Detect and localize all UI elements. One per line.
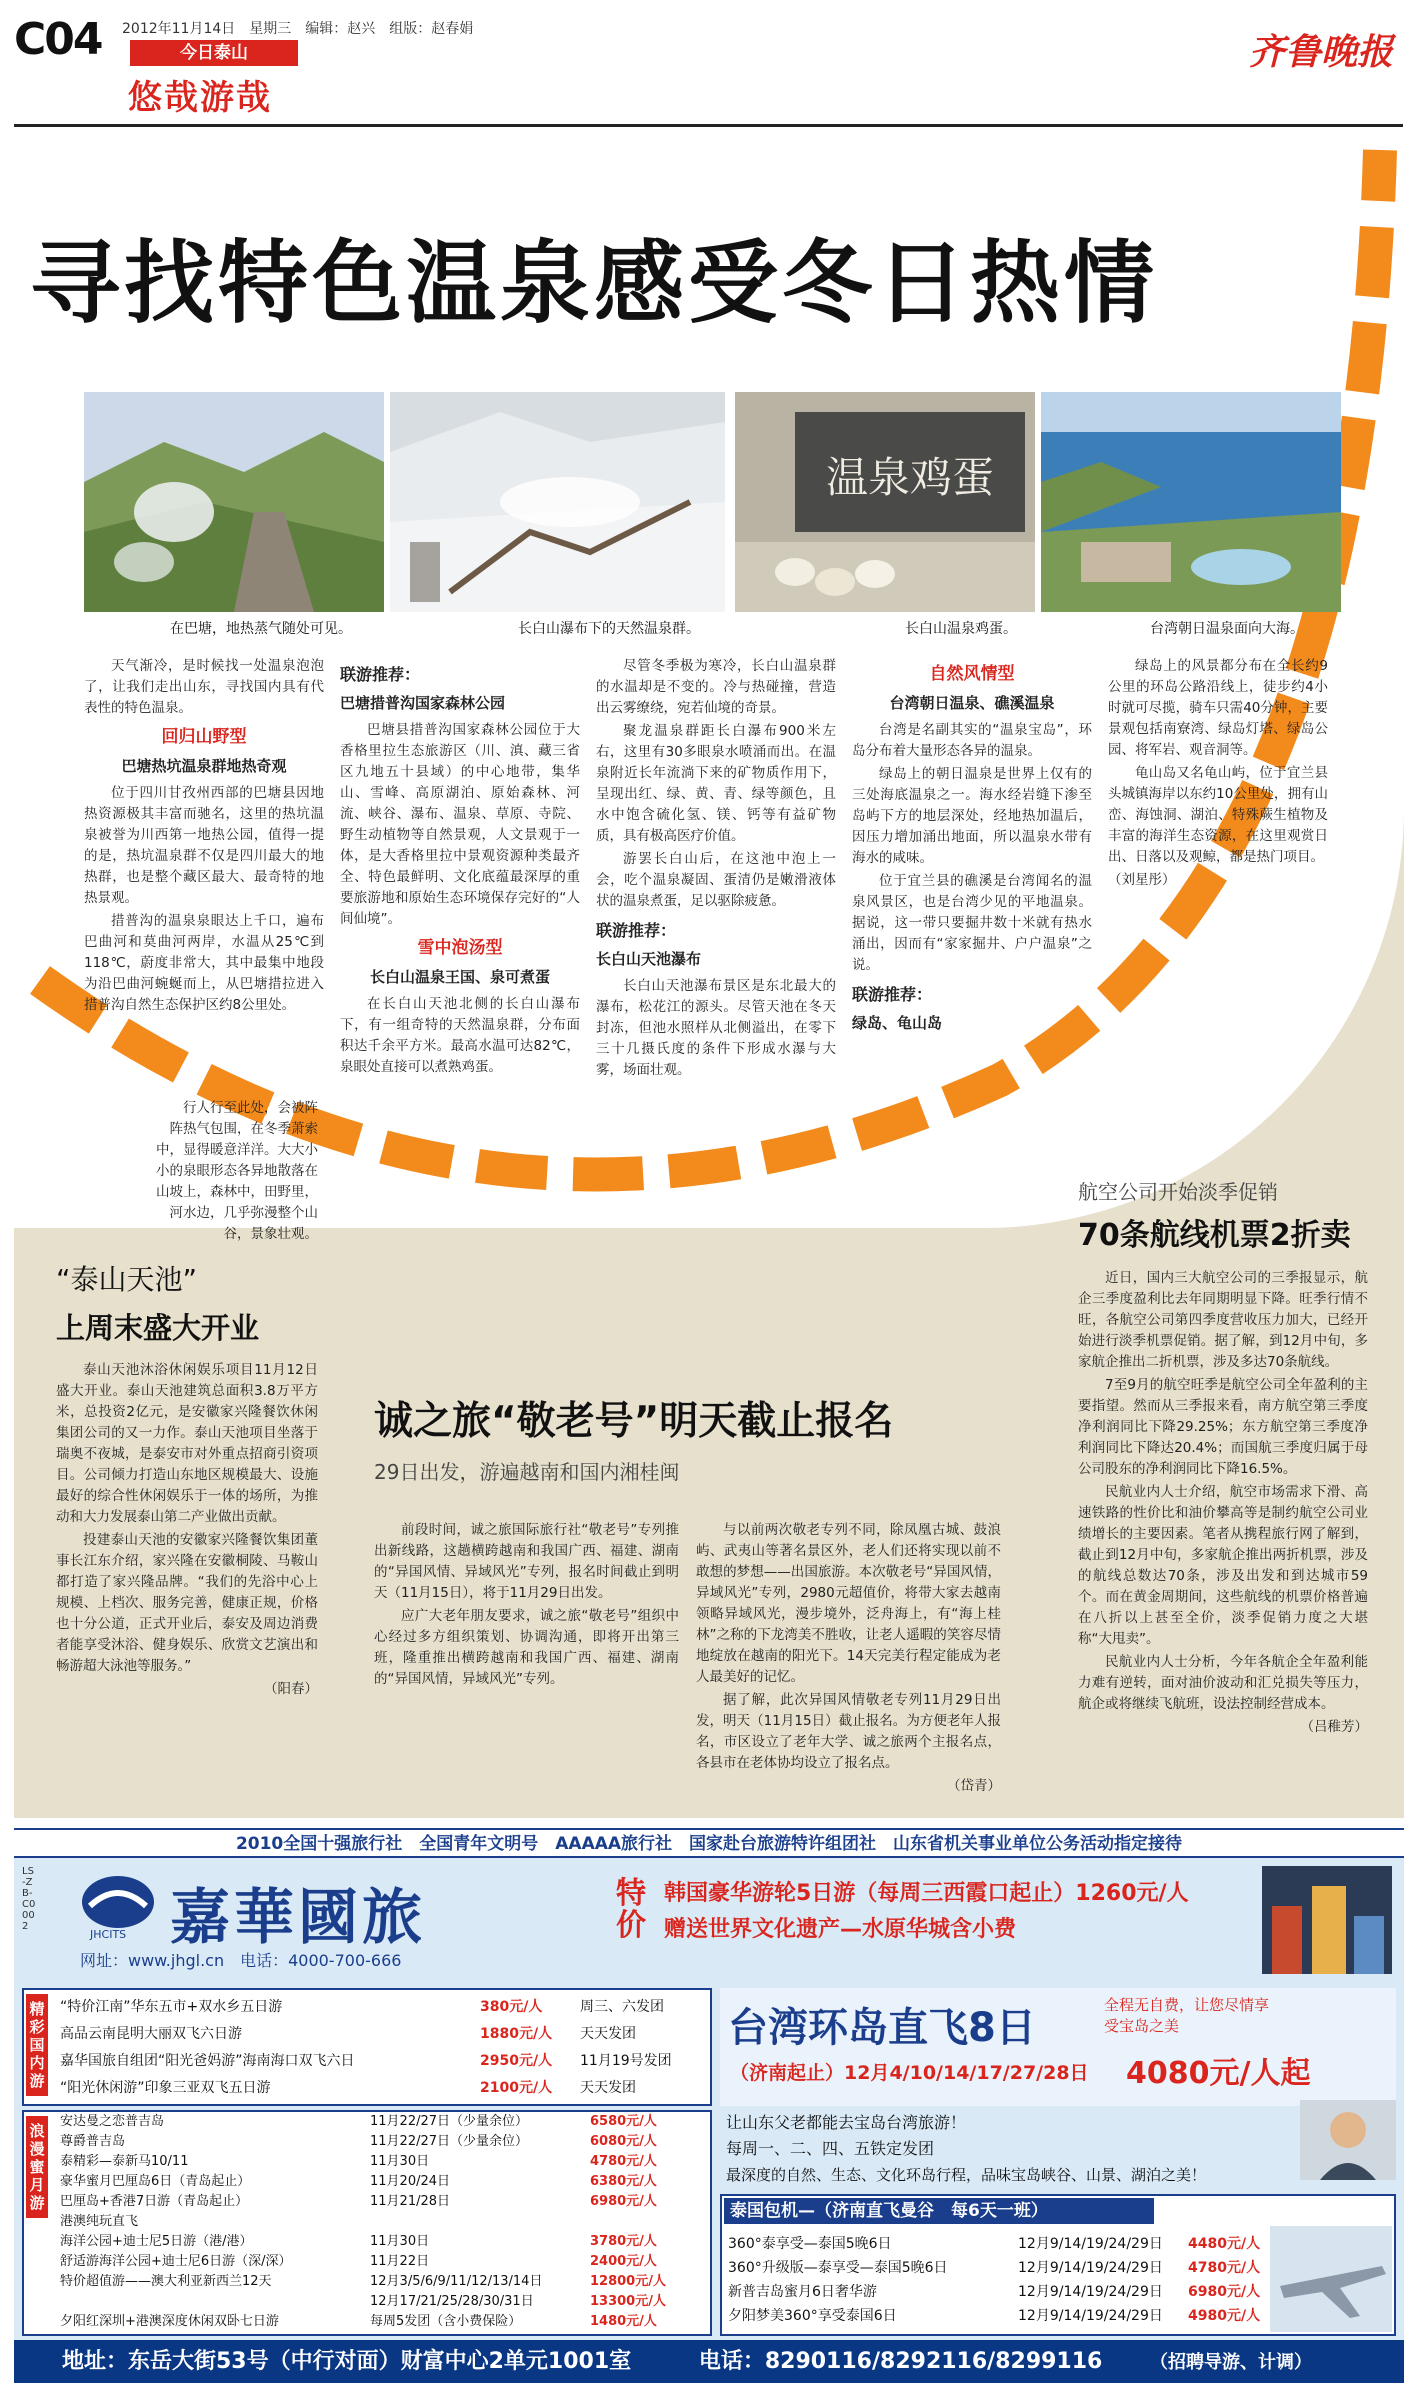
tour-name: 360°泰享受—泰国5晚6日 xyxy=(728,2236,892,2252)
tour-price: 6380元/人 xyxy=(590,2174,657,2189)
section-title: 回归山野型 xyxy=(161,727,247,747)
tour-row xyxy=(60,2272,700,2292)
abroad-tour-list xyxy=(60,2112,700,2332)
ad-logo-en: JHCITS xyxy=(90,1928,127,1941)
tour-name: 泰精彩—泰新马10/11 xyxy=(60,2154,189,2169)
tour-date: 11月30日 xyxy=(370,2234,430,2249)
rec-label: 联游推荐： xyxy=(596,921,677,940)
section-subtitle: 长白山温泉王国、泉可煮蛋 xyxy=(369,968,550,986)
tour-name: 安达曼之恋普吉岛 xyxy=(60,2114,165,2129)
thai-title: 泰国包机—（济南直飞曼谷 每6天一班） xyxy=(724,2198,1154,2224)
taiwan-features xyxy=(726,2110,1286,2188)
paragraph: 据了解，此次异国风情敬老专列11月29日出发，明天（11月15日）截止报名。为方便老年人报名，市区设立了老年大学、诚之旅两个主报名点，各县市在老体协均设立了报名点。 xyxy=(696,1692,1001,1771)
tour-name: 港澳纯玩直飞 xyxy=(60,2214,139,2229)
ad-phone: 电话：8290116/8292116/8299116 xyxy=(698,2349,1103,2374)
tour-price: 12800元/人 xyxy=(590,2274,666,2289)
photo-hot-spring-eggs xyxy=(735,392,1035,612)
byline: （刘星彤） xyxy=(1108,872,1176,888)
tour-name: 360°升级版—泰享受—泰国5晚6日 xyxy=(728,2260,948,2276)
rec-title: 巴塘措普沟国家森林公园 xyxy=(340,694,506,712)
rec-title: 绿岛、龟山岛 xyxy=(852,1014,943,1032)
tour-price: 6580元/人 xyxy=(590,2114,657,2129)
tour-row xyxy=(60,2292,700,2312)
tour-name: “特价江南”华东五市+双水乡五日游 xyxy=(60,1999,283,2015)
landmark-image xyxy=(1262,1866,1392,1974)
tour-price: 2400元/人 xyxy=(590,2254,657,2269)
chengzhilv-title: 诚之旅“敬老号”明天截止报名 xyxy=(374,1399,894,1444)
tour-name: “阳光休闲游”印象三亚双飞五日游 xyxy=(60,2080,271,2096)
tour-row xyxy=(728,2280,1268,2304)
chengzhilv-subtitle: 29日出发，游遍越南和国内湘桂闽 xyxy=(374,1460,680,1484)
paragraph: 7至9月的航空旺季是航空公司全年盈利的主要指望。然而从三季报来看，南方航空第三季度净利润同比下降29.25%；东方航空第三季度净利润同比下降达20.4%；而国航三季度归属于母公司股东的净利润同比下降16.5%。 xyxy=(1078,1377,1368,1477)
tour-row xyxy=(60,2192,700,2212)
tour-price xyxy=(590,2212,690,2232)
rec-label: 联游推荐： xyxy=(340,665,421,684)
tour-date: 12月9/14/19/24/29日 xyxy=(1018,2260,1163,2276)
tour-date: 天天发团 xyxy=(580,2080,636,2096)
paragraph: 位于宜兰县的礁溪是台湾闻名的温泉风景区，也是台湾少见的平地温泉。据说，这一带只要掘井数十米就有热水涌出，因而有“家家掘井、户户温泉”之说。 xyxy=(852,873,1092,973)
photo-caption: 台湾朝日温泉面向大海。 xyxy=(1150,621,1304,637)
tour-date: 11月21/28日 xyxy=(370,2194,451,2209)
paragraph: 泰山天池沐浴休闲娱乐项目11月12日盛大开业。泰山天池建筑总面积3.8万平方米，总投资2亿元，是安徽家兴隆餐饮休闲集团公司的又一力作。泰山天池项目坐落于瑞奥不夜城，是泰安市对外重点招商引资项目。公司倾力打造山东地区规模最大、设施最好的综合性休闲娱乐于一体的场所，为推动和大力发展泰山第二产业做出贡献。 xyxy=(56,1362,318,1525)
taiwan-departures: （济南起止）12月4/10/14/17/27/28日 xyxy=(730,2062,1089,2084)
paragraph: 游罢长白山后，在这池中泡上一会，吃个温泉凝固、蛋清仍是嫩滑液体状的温泉煮蛋，足以驱除疲惫。 xyxy=(596,851,836,909)
taiwan-line: 每周一、二、四、五铁定发团 xyxy=(726,2139,935,2158)
section-title: 自然风情型 xyxy=(929,664,1015,684)
tour-price: 6980元/人 xyxy=(590,2194,657,2209)
tour-name: 巴厘岛+香港7日游（青岛起止） xyxy=(60,2194,249,2209)
tour-row xyxy=(60,2152,700,2172)
tour-name: 夕阳红深圳+港澳深度休闲双卧七日游 xyxy=(60,2314,279,2329)
tour-date: 12月9/14/19/24/29日 xyxy=(1018,2284,1163,2300)
taishan-body xyxy=(56,1360,318,1700)
tour-price: 2950元/人 xyxy=(480,2053,553,2069)
paragraph: 措普沟的温泉泉眼达上千口，遍布巴曲河和莫曲河两岸，水温从25℃到118℃，蔚度非常大，其中最集中地段为沿巴曲河蜿蜒而上，从巴塘措拉进入措普沟自然生态保护区约8公里处。 xyxy=(84,913,324,1013)
photo-changbai-springs xyxy=(390,392,725,612)
tour-price: 4980元/人 xyxy=(1188,2308,1261,2324)
airline-body xyxy=(1078,1268,1368,1738)
rec-title: 长白山天池瀑布 xyxy=(596,950,702,968)
photo-caption: 长白山温泉鸡蛋。 xyxy=(905,621,1017,637)
tour-date: 12月3/5/6/9/11/12/13/14日 xyxy=(370,2274,543,2289)
tour-date: 12月9/14/19/24/29日 xyxy=(1018,2308,1163,2324)
paragraph: 聚龙温泉群距长白瀑布900米左右，这里有30多眼泉水喷涌而出。在温泉附近长年流淌下来的矿物质作用下，呈现出红、绿、黄、青、绿等颜色，且水中饱含硫化氢、镁、钙等有益矿物质，具有极高医疗价值。 xyxy=(596,723,836,844)
tour-name: 尊爵普吉岛 xyxy=(60,2134,126,2149)
byline: （阳春） xyxy=(264,1681,318,1697)
dateline: 2012年11月14日 星期三 编辑：赵兴 组版：赵春娟 xyxy=(122,21,474,37)
paragraph: 前段时间，诚之旅国际旅行社“敬老号”专列推出新线路，这趟横跨越南和我国广西、福建、湖南的“异国风情、异域风光”专列，报名时间截止到明天（11月15日），将于11月29日出发。 xyxy=(374,1522,679,1601)
tour-date xyxy=(370,2212,590,2232)
tour-name: 新普吉岛蜜月6日奢华游 xyxy=(728,2284,877,2300)
tour-name: 舒适游海洋公园+迪士尼6日游（深/深） xyxy=(60,2254,292,2269)
tour-price: 380元/人 xyxy=(480,1999,543,2015)
paragraph: 应广大老年朋友要求，诚之旅“敬老号”组织中心经过多方组织策划、协调沟通，即将开出第三班，隆重推出横跨越南和我国广西、福建、湖南的“异国风情，异域风光”专列。 xyxy=(374,1608,679,1687)
taiwan-line: 让山东父老都能去宝岛台湾旅游！ xyxy=(726,2113,967,2132)
byline: （吕稚芳） xyxy=(1300,1719,1368,1735)
rec-label: 联游推荐： xyxy=(852,985,933,1004)
taiwan-title: 台湾环岛直飞8日 xyxy=(728,2005,1036,2051)
tour-price: 1880元/人 xyxy=(480,2026,553,2042)
tour-name: 特价超值游——澳大利亚新西兰12天 xyxy=(60,2274,272,2289)
traveler-photo xyxy=(1300,2100,1396,2180)
tour-price: 6980元/人 xyxy=(1188,2284,1261,2300)
ad-address-bar xyxy=(14,2340,1404,2383)
tour-name: 夕阳梦美360°享受泰国6日 xyxy=(728,2308,897,2324)
special-label: 特价 xyxy=(616,1876,646,1943)
section-badge: 今日泰山 xyxy=(130,40,298,66)
tour-price: 4780元/人 xyxy=(590,2154,657,2169)
taishan-title-2: 上周末盛大开业 xyxy=(56,1311,260,1345)
domestic-label: 精彩国内游 xyxy=(26,1994,48,2096)
paragraph: 与以前两次敬老专列不同，除凤凰古城、鼓浪屿、武夷山等著名景区外，老人们还将实现以前不敢想的梦想——出国旅游。本次敬老号“异国风情，异域风光”专列，2980元超值价，将带大家去越南领略异域风光，漫步境外，泛舟海上，有“海上桂林”之称的下龙湾美不胜收，让老人遥暇的笑容尽情地绽放在越南的阳光下。14天完美行程定能成为老人最美好的记忆。 xyxy=(696,1522,1001,1685)
tour-date: 11月19号发团 xyxy=(580,2053,672,2069)
tour-date: 11月22/27日（少量余位） xyxy=(370,2114,529,2129)
taishan-title-1: “泰山天池” xyxy=(56,1263,198,1296)
page-code: C04 xyxy=(14,14,102,65)
article-column-2 xyxy=(340,656,580,1080)
paragraph: 民航业内人士介绍，航空市场需求下滑、高速铁路的性价比和油价攀高等是制约航空公司业绩增长的主要因素。笔者从携程旅行网了解到，截止到12月中旬，多家航企推出两折机票，涉及的航线总数达70条，涉及出发和到达城市59个。而在黄金周期间，这些航线的机票价格普遍在八折以上甚至全价，淡季促销力度之大堪称“大甩卖”。 xyxy=(1078,1484,1368,1647)
ad-top-banner: 2010全国十强旅行社 全国青年文明号 AAAAA旅行社 国家赴台旅游特许组团社 山东省机关事业单位公务活动指定接待 xyxy=(14,1828,1404,1858)
tour-date: 11月20/24日 xyxy=(370,2174,451,2189)
newspaper-logo: 齐鲁晚报 xyxy=(1248,31,1393,73)
paragraph: 巴塘县措普沟国家森林公园位于大香格里拉生态旅游区（川、滇、藏三省区九地五十县域）的中心地带，集华山、雪峰、高原湖泊、原始森林、河流、峡谷、瀑布、温泉、草原、寺院、野生动植物等自然景观，人文景观于一体，是大香格里拉中景观资源种类最齐全、特色最鲜明、文化底蕴最深厚的重要旅游地和原始生态环境保存完好的“人间仙境”。 xyxy=(340,722,580,927)
paragraph: 在长白山天池北侧的长白山瀑布下，有一组奇特的天然温泉群，分布面积达千余平方米。最高水温可达82℃，泉眼处直接可以煮熟鸡蛋。 xyxy=(340,996,580,1075)
article-column-3 xyxy=(596,656,836,1083)
ad-recruit: （招聘导游、计调） xyxy=(1150,2352,1313,2373)
tour-row xyxy=(60,2172,700,2192)
abroad-label: 浪漫蜜月游 xyxy=(26,2116,48,2218)
tour-date: 11月22/27日（少量余位） xyxy=(370,2134,529,2149)
article-column-1 xyxy=(84,656,324,1018)
taiwan-subtitle: 全程无自费，让您尽情享受宝岛之美 xyxy=(1104,1996,1270,2035)
tour-row xyxy=(60,1994,700,2021)
tour-row xyxy=(60,2252,700,2272)
tour-row xyxy=(60,2021,700,2048)
paragraph: 台湾是名副其实的“温泉宝岛”，环岛分布着大量形态各异的温泉。 xyxy=(852,722,1092,759)
byline: （岱青） xyxy=(947,1778,1001,1794)
section-subtitle: 台湾朝日温泉、礁溪温泉 xyxy=(889,694,1055,712)
photo-taiwan-coast xyxy=(1041,392,1341,612)
tour-price: 13300元/人 xyxy=(590,2294,666,2309)
article-column-1b xyxy=(150,1098,318,1247)
tour-price: 3780元/人 xyxy=(590,2234,657,2249)
headline: 寻找特色温泉感受冬日热情 xyxy=(30,231,1158,336)
thai-tour-list xyxy=(728,2232,1268,2328)
airline-kicker: 航空公司开始淡季促销 xyxy=(1078,1180,1278,1204)
tour-date: 天天发团 xyxy=(580,2026,636,2042)
tour-name: 高品云南昆明大丽双飞六日游 xyxy=(60,2026,242,2042)
tour-price: 6080元/人 xyxy=(590,2134,657,2149)
intro-paragraph: 天气渐冷，是时候找一处温泉泡泡了，让我们走出山东，寻找国内具有代表性的特色温泉。 xyxy=(84,658,324,716)
tour-row xyxy=(60,2048,700,2075)
tour-name: 豪华蜜月巴厘岛6日（青岛起止） xyxy=(60,2174,251,2189)
tour-price: 4480元/人 xyxy=(1188,2236,1261,2252)
airline-title: 70条航线机票2折卖 xyxy=(1078,1218,1351,1253)
tour-date: 12月9/14/19/24/29日 xyxy=(1018,2236,1163,2252)
paragraph: 长白山天池瀑布景区是东北最大的瀑布，松花江的源头。尽管天池在冬天封冻，但池水照样从北侧溢出，在零下三十几摄氏度的条件下形成水瀑与大雾，场面壮观。 xyxy=(596,978,836,1078)
article-column-5 xyxy=(1108,656,1328,891)
taiwan-line: 最深度的自然、生态、文化环岛行程，品味宝岛峡谷、山景、湖泊之美！ xyxy=(726,2166,1207,2184)
airplane-image xyxy=(1270,2226,1392,2332)
domestic-tour-list xyxy=(60,1994,700,2102)
photo-caption: 在巴塘，地热蒸气随处可见。 xyxy=(170,621,352,637)
tour-row xyxy=(728,2256,1268,2280)
tour-date: 11月30日 xyxy=(370,2154,430,2169)
tour-name xyxy=(60,2292,370,2312)
tour-row xyxy=(60,2132,700,2152)
tour-row xyxy=(60,2112,700,2132)
tour-price: 1480元/人 xyxy=(590,2314,657,2329)
tour-row xyxy=(60,2075,700,2102)
article-column-4 xyxy=(852,656,1092,1040)
chengzhilv-col-1 xyxy=(374,1520,679,1692)
tour-date: 12月17/21/25/28/30/31日 xyxy=(370,2294,534,2309)
photo-caption: 长白山瀑布下的天然温泉群。 xyxy=(518,621,700,637)
paragraph: 绿岛上的风景都分布在全长约9公里的环岛公路沿线上，徒步约4小时就可尽揽，骑车只需40分钟，主要景观包括南寮湾、绿岛灯塔、绿岛公园、将军岩、观音洞等。 xyxy=(1108,658,1328,758)
paragraph: 尽管冬季极为寒冷，长白山温泉群的水温却是不变的。冷与热碰撞，营造出云雾缭绕，宛若仙境的奇景。 xyxy=(596,658,836,716)
tour-price: 4780元/人 xyxy=(1188,2260,1261,2276)
tour-date: 11月22日 xyxy=(370,2254,430,2269)
tour-row xyxy=(60,2212,700,2232)
svg-text:温泉鸡蛋: 温泉鸡蛋 xyxy=(825,453,995,502)
paragraph: 龟山岛又名龟山屿，位于宜兰县头城镇海岸以东约10公里处，拥有山峦、海蚀洞、湖泊、特殊蕨生植物及丰富的海洋生态资源，在这里观赏日出、日落以及观鲸，都是热门项目。 xyxy=(1108,765,1328,865)
special-line-2: 赠送世界文化遗产—水原华城含小费 xyxy=(664,1917,1017,1942)
tour-date: 周三、六发团 xyxy=(580,1999,664,2015)
paragraph: 位于四川甘孜州西部的巴塘县因地热资源极其丰富而驰名，这里的热坑温泉被誉为川西第一地热公园，值得一提的是，热坑温泉群不仅是四川最大的地热群，也是整个藏区最大、最奇特的地热景观。 xyxy=(84,785,324,906)
ad-side-code: LS-ZB-C0002 xyxy=(22,1866,36,1932)
tour-row xyxy=(60,2312,700,2332)
section-subtitle: 巴塘热坑温泉群地热奇观 xyxy=(121,757,287,775)
special-line-1: 韩国豪华游轮5日游（每周三西霞口起止）1260元/人 xyxy=(664,1881,1189,1906)
paragraph: 近日，国内三大航空公司的三季报显示，航企三季度盈利比去年同期明显下降。旺季行情不旺，各航空公司第四季度营收压力加大，已经开始进行淡季机票促销。据了解，到12月中旬，多家航企推出二折机票，涉及多达70条航线。 xyxy=(1078,1270,1368,1370)
chengzhilv-col-2 xyxy=(696,1520,1001,1797)
section-name: 悠哉游哉 xyxy=(128,78,272,118)
tour-date: 每周5发团（含小费保险） xyxy=(370,2314,522,2329)
paragraph: 行人行至此处，会被阵阵热气包围，在冬季萧索中，显得暖意洋洋。大大小小的泉眼形态各异地散落在山坡上，森林中，田野里，河水边，几乎弥漫整个山谷，景象壮观。 xyxy=(156,1100,318,1242)
section-title: 雪中泡汤型 xyxy=(417,938,503,958)
ad-address: 地址：东岳大街53号（中行对面）财富中心2单元1001室 xyxy=(62,2349,632,2374)
taiwan-price: 4080元/人起 xyxy=(1126,2056,1311,2091)
tour-row xyxy=(728,2232,1268,2256)
photo-batang xyxy=(84,392,384,612)
ad-website: 网址：www.jhgl.cn 电话：4000-700-666 xyxy=(80,1951,402,1970)
tour-name: 嘉华国旅自组团“阳光爸妈游”海南海口双飞六日 xyxy=(60,2053,355,2069)
ad-logo: 嘉華國旅 xyxy=(170,1883,426,1953)
paragraph: 投建泰山天池的安徽家兴隆餐饮集团董事长江东介绍，家兴隆在安徽桐陵、马鞍山都打造了家兴隆品牌。“我们的先浴中心上规模、上档次、服务完善，健康正规，价格也十分公道，正式开业后，泰安及周边消费者能享受沐浴、健身娱乐、欣赏文艺演出和畅游超大泳池等服务。” xyxy=(56,1532,318,1674)
paragraph: 绿岛上的朝日温泉是世界上仅有的三处海底温泉之一。海水经岩缝下渗至岛屿下方的地层深处，经地热加温后，因压力增加涌出地面，所以温泉水带有海水的咸味。 xyxy=(852,766,1092,866)
tour-row xyxy=(60,2232,700,2252)
tour-row xyxy=(728,2304,1268,2328)
tour-price: 2100元/人 xyxy=(480,2080,553,2096)
jhcits-logo-icon xyxy=(80,1872,156,1932)
paragraph: 民航业内人士分析，今年各航企全年盈利能力难有逆转，面对油价波动和汇兑损失等压力，航企或将继续飞航班，设法控制经营成本。 xyxy=(1078,1654,1368,1712)
tour-name: 海洋公园+迪士尼5日游（港/港） xyxy=(60,2234,253,2249)
